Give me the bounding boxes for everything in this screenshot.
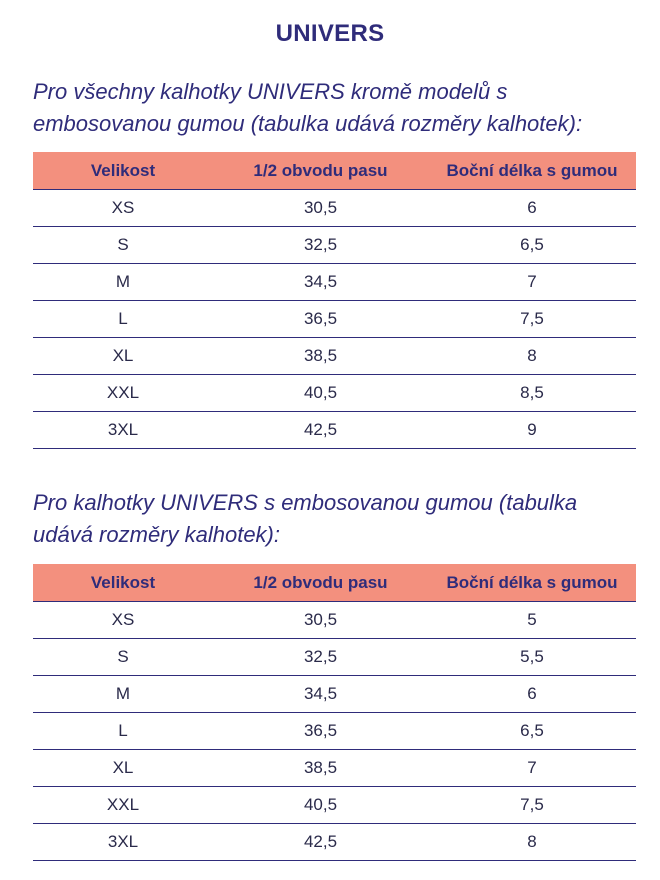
- cell-size: 3XL: [33, 412, 213, 449]
- cell-half-waist: 42,5: [213, 412, 428, 449]
- column-header-size: Velikost: [33, 152, 213, 190]
- size-table-standard: [33, 152, 636, 449]
- table-row: [33, 824, 636, 861]
- table-row: [33, 190, 636, 227]
- column-header-side-length: Boční délka s gumou: [428, 564, 636, 602]
- cell-half-waist: 36,5: [213, 301, 428, 338]
- cell-half-waist: 34,5: [213, 264, 428, 301]
- table-row: [33, 676, 636, 713]
- cell-size: L: [33, 713, 213, 750]
- cell-half-waist: 42,5: [213, 824, 428, 861]
- cell-size: S: [33, 227, 213, 264]
- cell-side-length: 8,5: [428, 375, 636, 412]
- cell-side-length: 7,5: [428, 787, 636, 824]
- size-table-embossed: [33, 564, 636, 861]
- cell-side-length: 7: [428, 264, 636, 301]
- page-title: UNIVERS: [275, 20, 385, 47]
- table-header-row: [33, 152, 636, 190]
- intro-text-standard: Pro všechny kalhotky UNIVERS kromě modelů s embosovanou gumou (tabulka udává rozměry kalhotek):: [33, 79, 583, 136]
- cell-size: S: [33, 639, 213, 676]
- cell-half-waist: 30,5: [213, 190, 428, 227]
- cell-half-waist: 38,5: [213, 338, 428, 375]
- cell-size: 3XL: [33, 824, 213, 861]
- cell-half-waist: 40,5: [213, 787, 428, 824]
- cell-size: XL: [33, 338, 213, 375]
- table-row: [33, 264, 636, 301]
- table-row: [33, 787, 636, 824]
- cell-side-length: 6,5: [428, 227, 636, 264]
- cell-half-waist: 32,5: [213, 639, 428, 676]
- table-row: [33, 602, 636, 639]
- column-header-side-length: Boční délka s gumou: [428, 152, 636, 190]
- cell-side-length: 9: [428, 412, 636, 449]
- cell-side-length: 7,5: [428, 301, 636, 338]
- cell-size: M: [33, 676, 213, 713]
- cell-side-length: 6: [428, 190, 636, 227]
- table-row: [33, 412, 636, 449]
- cell-size: XXL: [33, 787, 213, 824]
- cell-half-waist: 34,5: [213, 676, 428, 713]
- cell-side-length: 5,5: [428, 639, 636, 676]
- column-header-half-waist: 1/2 obvodu pasu: [213, 564, 428, 602]
- column-header-half-waist: 1/2 obvodu pasu: [213, 152, 428, 190]
- cell-size: L: [33, 301, 213, 338]
- cell-side-length: 8: [428, 824, 636, 861]
- cell-size: XS: [33, 190, 213, 227]
- cell-half-waist: 36,5: [213, 713, 428, 750]
- cell-half-waist: 32,5: [213, 227, 428, 264]
- table-row: [33, 338, 636, 375]
- table-row: [33, 301, 636, 338]
- cell-size: XS: [33, 602, 213, 639]
- table-row: [33, 227, 636, 264]
- cell-side-length: 8: [428, 338, 636, 375]
- cell-half-waist: 38,5: [213, 750, 428, 787]
- cell-size: M: [33, 264, 213, 301]
- cell-side-length: 6,5: [428, 713, 636, 750]
- cell-side-length: 5: [428, 602, 636, 639]
- column-header-size: Velikost: [33, 564, 213, 602]
- table-header-row: [33, 564, 636, 602]
- cell-size: XL: [33, 750, 213, 787]
- table-row: [33, 639, 636, 676]
- cell-side-length: 7: [428, 750, 636, 787]
- cell-side-length: 6: [428, 676, 636, 713]
- cell-size: XXL: [33, 375, 213, 412]
- cell-half-waist: 30,5: [213, 602, 428, 639]
- cell-half-waist: 40,5: [213, 375, 428, 412]
- table-row: [33, 713, 636, 750]
- table-row: [33, 750, 636, 787]
- intro-text-embossed: Pro kalhotky UNIVERS s embosovanou gumou (tabulka udává rozměry kalhotek):: [33, 490, 578, 547]
- table-row: [33, 375, 636, 412]
